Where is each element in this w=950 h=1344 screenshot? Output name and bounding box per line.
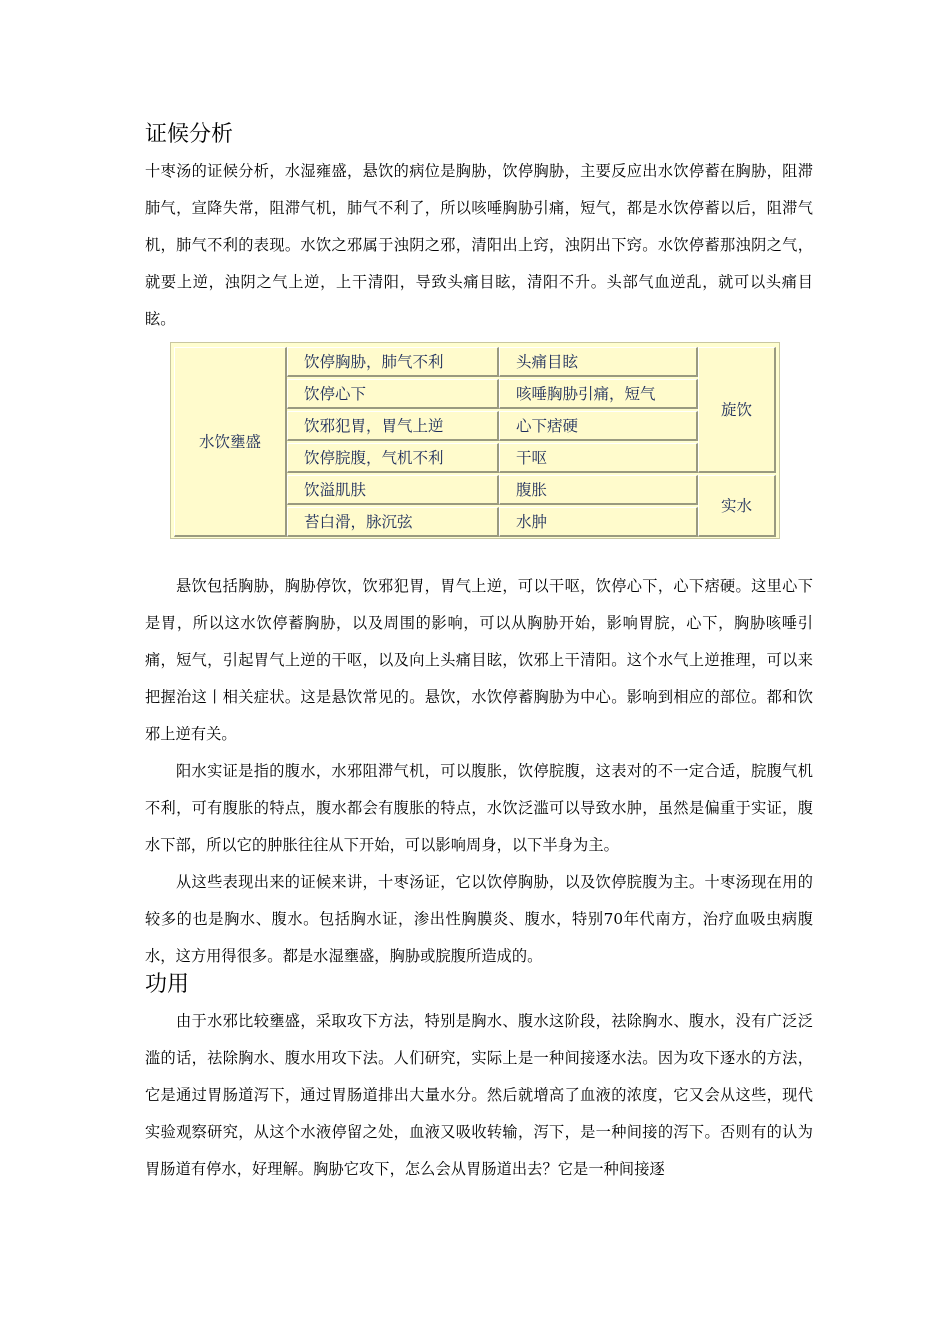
table-symptom-cell: 心下痞硬 (499, 411, 698, 441)
body-paragraph: 阳水实证是指的腹水，水邪阻滞气机，可以腹胀，饮停脘腹，这表对的不一定合适，脘腹气机不利，可有腹胀的特点，腹水都会有腹胀的特点，水饮泛滥可以导致水肿，虽然是偏重于实证，腹水下部，所以它的肿胀往往从下开始，可以影响周身，以下半身为主。 (145, 762, 813, 854)
syndrome-table (170, 342, 780, 539)
table-cause-cell: 苔白滑，脉沉弦 (287, 507, 499, 537)
function-paragraph: 由于水邪比较壅盛，采取攻下方法，特别是胸水、腹水这阶段，祛除胸水、腹水，没有广泛泛滥的话，祛除胸水、腹水用攻下法。人们研究，实际上是一种间接逐水法。因为攻下逐水的方法，它是通过胃肠道泻下，通过胃肠道排出大量水分。然后就增高了血液的浓度，它又会从这些，现代实验观察研究，从这个水液停留之处，血液又吸收转输，泻下，是一种间接的泻下。否则有的认为胃肠道有停水，好理解。胸胁它攻下，怎么会从胃肠道出去？它是一种间接逐 (145, 1012, 813, 1178)
section-heading-function: 功用 (145, 972, 190, 997)
table-cause-cell: 饮停心下 (287, 379, 499, 409)
table-symptom-cell: 头痛目眩 (499, 347, 698, 377)
table-cause-cell: 饮溢肌肤 (287, 475, 499, 505)
table-symptom-cell: 咳唾胸胁引痛，短气 (499, 379, 698, 409)
table-symptom-cell: 腹胀 (499, 475, 698, 505)
table-cause-cell: 饮停脘腹，气机不利 (287, 443, 499, 473)
table-main-label: 水饮壅盛 (174, 347, 287, 537)
syndrome-intro-paragraph: 十枣汤的证候分析，水湿雍盛，悬饮的病位是胸胁，饮停胸胁，主要反应出水饮停蓄在胸胁，阻滞肺气，宣降失常，阻滞气机，肺气不利了，所以咳唾胸胁引痛，短气，都是水饮停蓄以后，阻滞气机，肺气不利的表现。水饮之邪属于浊阴之邪，清阳出上窍，浊阴出下窍。水饮停蓄那浊阴之气，就要上逆，浊阴之气上逆，上干清阳，导致头痛目眩，清阳不升。头部气血逆乱，就可以头痛目眩。 (145, 162, 813, 328)
table-cause-cell: 饮邪犯胃，胃气上逆 (287, 411, 499, 441)
table-symptom-cell: 水肿 (499, 507, 698, 537)
section-heading-syndrome: 证候分析 (145, 122, 234, 147)
table-group-upper: 旋饮 (698, 347, 776, 473)
table-cause-cell: 饮停胸胁，肺气不利 (287, 347, 499, 377)
table-group-lower: 实水 (698, 475, 776, 537)
body-paragraph: 悬饮包括胸胁，胸胁停饮，饮邪犯胃，胃气上逆，可以干呕，饮停心下，心下痞硬。这里心下是胃，所以这水饮停蓄胸胁，以及周围的影响，可以从胸胁开始，影响胃脘，心下，胸胁咳唾引痛，短气，引起胃气上逆的干呕，以及向上头痛目眩，饮邪上干清阳。这个水气上逆推理，可以来把握治这丨相关症状。这是悬饮常见的。悬饮，水饮停蓄胸胁为中心。影响到相应的部位。都和饮邪上逆有关。 (145, 577, 813, 743)
body-paragraph: 从这些表现出来的证候来讲，十枣汤证，它以饮停胸胁，以及饮停脘腹为主。十枣汤现在用的较多的也是胸水、腹水。包括胸水证，渗出性胸膜炎、腹水，特别70年代南方，治疗血吸虫病腹水，这方用得很多。都是水湿壅盛，胸胁或脘腹所造成的。 (145, 873, 813, 965)
table-symptom-cell: 干呕 (499, 443, 698, 473)
